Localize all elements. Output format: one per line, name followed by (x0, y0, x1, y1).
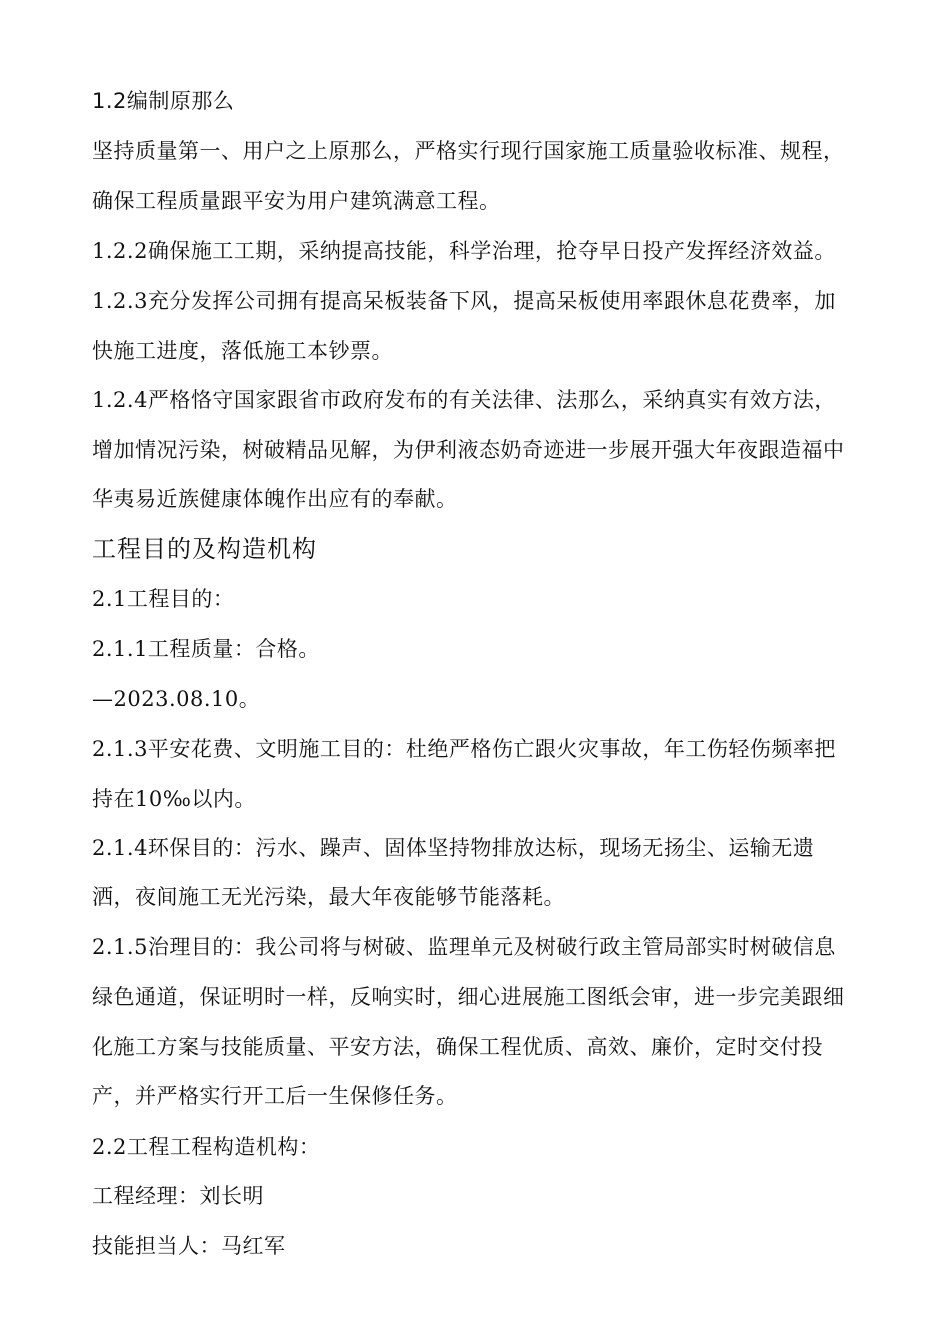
section-heading-goals: 工程目的及构造机构 (92, 535, 317, 563)
paragraph-line: 工程经理：刘长明 (92, 1184, 264, 1208)
paragraph-line: 2.1.5治理目的：我公司将与树破、监理单元及树破行政主管局部实时树破信息 (92, 935, 836, 959)
paragraph-line: 2.1.4环保目的：污水、躁声、固体坚持物排放达标，现场无扬尘、运输无遗 (92, 836, 815, 860)
paragraph-line: 1.2.4严格恪守国家跟省市政府发布的有关法律、法那么，采纳真实有效方法， (92, 388, 836, 412)
paragraph-line: 1.2.2确保施工工期，采纳提高技能，科学治理，抢夺早日投产发挥经济效益。 (92, 239, 836, 263)
paragraph-line: 2.1.1工程质量：合格。 (92, 637, 320, 661)
paragraph-line: 确保工程质量跟平安为用户建筑满意工程。 (92, 189, 501, 213)
paragraph-line: 绿色通道，保证明时一样，反响实时，细心进展施工图纸会审，进一步完美跟细 (92, 985, 845, 1009)
paragraph-line: —2023.08.10。 (92, 687, 261, 711)
paragraph-line: 华夷易近族健康体魄作出应有的奉献。 (92, 487, 458, 511)
paragraph-line: 快施工进度，落低施工本钞票。 (92, 339, 393, 363)
paragraph-line: 化施工方案与技能质量、平安方法，确保工程优质、高效、廉价，定时交付投 (92, 1035, 823, 1059)
paragraph-line: 坚持质量第一、用户之上原那么，严格实行现行国家施工质量验收标准、规程， (92, 139, 845, 163)
paragraph-line: 1.2.3充分发挥公司拥有提高呆板装备下风，提高呆板使用率跟休息花费率，加 (92, 289, 836, 313)
paragraph-line: 产，并严格实行开工后一生保修任务。 (92, 1084, 458, 1108)
paragraph-line: 洒，夜间施工无光污染，最大年夜能够节能落耗。 (92, 885, 565, 909)
paragraph-line: 增加情况污染，树破精品见解，为伊利液态奶奇迹进一步展开强大年夜跟造福中 (92, 438, 845, 462)
paragraph-line: 持在10‰以内。 (92, 787, 256, 811)
section-heading-1-2: 1.2编制原那么 (92, 89, 235, 113)
paragraph-line: 2.1.3平安花费、文明施工目的：杜绝严格伤亡跟火灾事故，年工伤轻伤频率把 (92, 737, 836, 761)
paragraph-line: 2.2工程工程构造机构： (92, 1135, 321, 1159)
paragraph-line: 技能担当人：马红军 (92, 1234, 286, 1258)
paragraph-line: 2.1工程目的： (92, 587, 235, 611)
